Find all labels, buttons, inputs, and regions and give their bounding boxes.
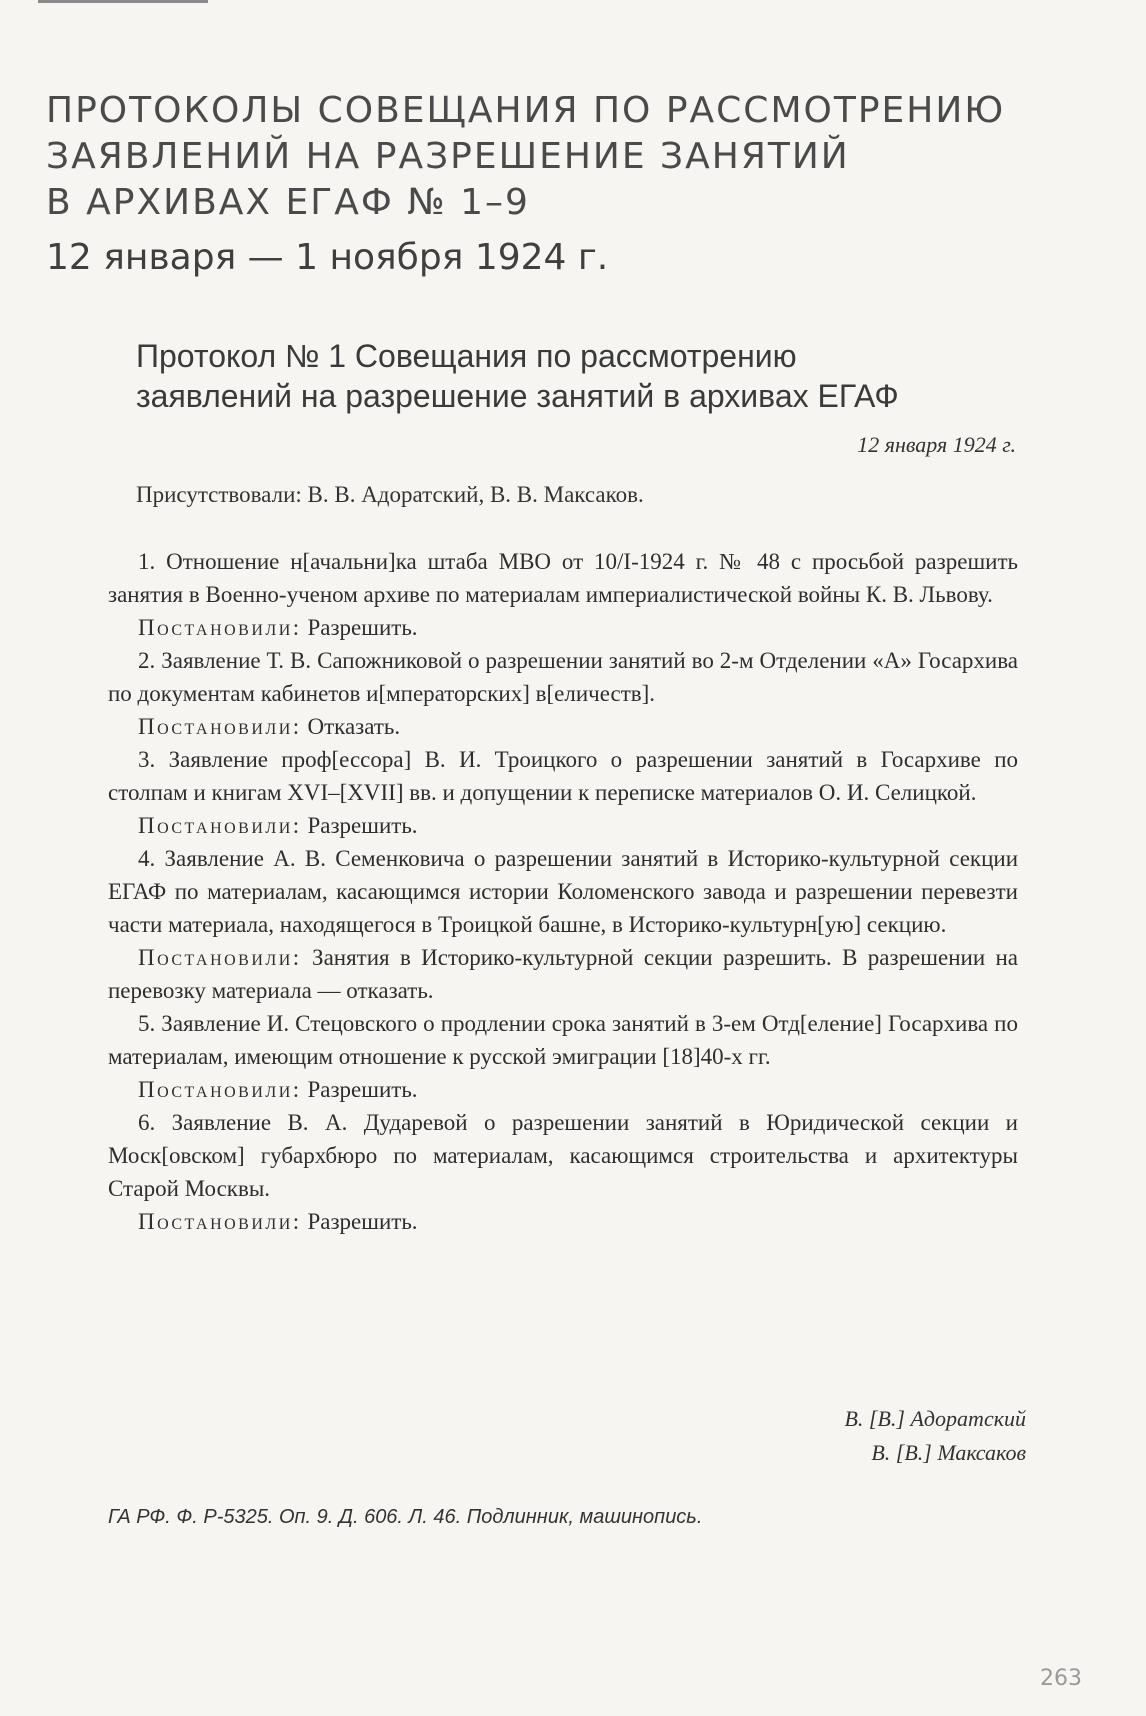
decision-text: Разрешить. xyxy=(307,813,418,838)
agenda-item: 3. Заявление проф[ессора] В. И. Троицкого о разрешении занятий в Госархиве по столпам и книгам XVI–[XVII] вв. и допущении к переписке материалов О. И. Селицкой. xyxy=(108,747,1018,805)
decision-text: Разрешить. xyxy=(307,615,418,640)
protocol-title-line: заявлений на разрешение занятий в архивах ЕГАФ xyxy=(136,378,899,414)
signature: В. [В.] Адоратский xyxy=(844,1406,1026,1431)
protocol-title xyxy=(136,336,899,416)
archival-source: ГА РФ. Ф. Р-5325. Оп. 9. Д. 606. Л. 46. Подлинник, машинопись. xyxy=(108,1506,703,1528)
decision-text: Занятия в Историко-культурной секции разрешить. В разрешении на перевозку материала — отказать. xyxy=(108,945,1018,1003)
section-title-line: ПРОТОКОЛЫ СОВЕЩАНИЯ ПО РАССМОТРЕНИЮ xyxy=(46,90,1006,131)
signature: В. [В.] Максаков xyxy=(871,1440,1026,1465)
decision-text: Отказать. xyxy=(307,714,401,739)
attendees: Присутствовали: В. В. Адоратский, В. В. Максаков. xyxy=(136,482,644,507)
protocol-date: 12 января 1924 г. xyxy=(857,432,1016,457)
decision-label: Постановили: xyxy=(138,1077,302,1102)
protocol-title-line: Протокол № 1 Совещания по рассмотрению xyxy=(136,338,797,374)
decision xyxy=(108,611,1018,644)
agenda-item: 5. Заявление И. Стецовского о продлении срока занятий в 3-ем Отд[еление] Госархива по материалам, имеющим отношение к русской эмиграции [18]40-х гг. xyxy=(108,1011,1018,1069)
decision-label: Постановили: xyxy=(138,1209,302,1234)
decision xyxy=(108,941,1018,1007)
section-date-range: 12 января — 1 ноября 1924 г. xyxy=(46,237,609,278)
decision-text: Разрешить. xyxy=(307,1209,418,1234)
decision xyxy=(108,1073,1018,1106)
decision xyxy=(108,710,1018,743)
agenda-item: 2. Заявление Т. В. Сапожниковой о разрешении занятий во 2-м Отделении «А» Госархива по документам кабинетов и[мператорских] в[еличеств]. xyxy=(108,648,1018,706)
top-rule xyxy=(38,0,208,3)
section-title-line: В АРХИВАХ ЕГАФ № 1–9 xyxy=(46,182,530,223)
section-title xyxy=(46,88,1005,226)
decision-label: Постановили: xyxy=(138,615,302,640)
agenda-items xyxy=(108,545,1018,1238)
decision-label: Постановили: xyxy=(138,945,302,970)
decision xyxy=(108,1205,1018,1238)
agenda-item: 1. Отношение н[ачальни]ка штаба МВО от 10/I-1924 г. № 48 с просьбой разрешить занятия в Военно-ученом архиве по материалам империалистической войны К. В. Львову. xyxy=(108,549,1018,607)
signatures xyxy=(844,1402,1026,1470)
decision-label: Постановили: xyxy=(138,714,302,739)
decision-text: Разрешить. xyxy=(307,1077,418,1102)
page-number: 263 xyxy=(1040,1666,1082,1691)
decision xyxy=(108,809,1018,842)
agenda-item: 4. Заявление А. В. Семенковича о разрешении занятий в Историко-культурной секции ЕГАФ по материалам, касающимся истории Коломенского завода и разрешении перевезти части материала, находящегося в Троицкой башне, в Историко-культурн[ую] секцию. xyxy=(108,846,1018,937)
decision-label: Постановили: xyxy=(138,813,302,838)
agenda-item: 6. Заявление В. А. Дударевой о разрешении занятий в Юридической секции и Моск[овском] губархбюро по материалам, касающимся строительства и архитектуры Старой Москвы. xyxy=(108,1110,1018,1201)
section-title-line: ЗАЯВЛЕНИЙ НА РАЗРЕШЕНИЕ ЗАНЯТИЙ xyxy=(46,136,850,177)
